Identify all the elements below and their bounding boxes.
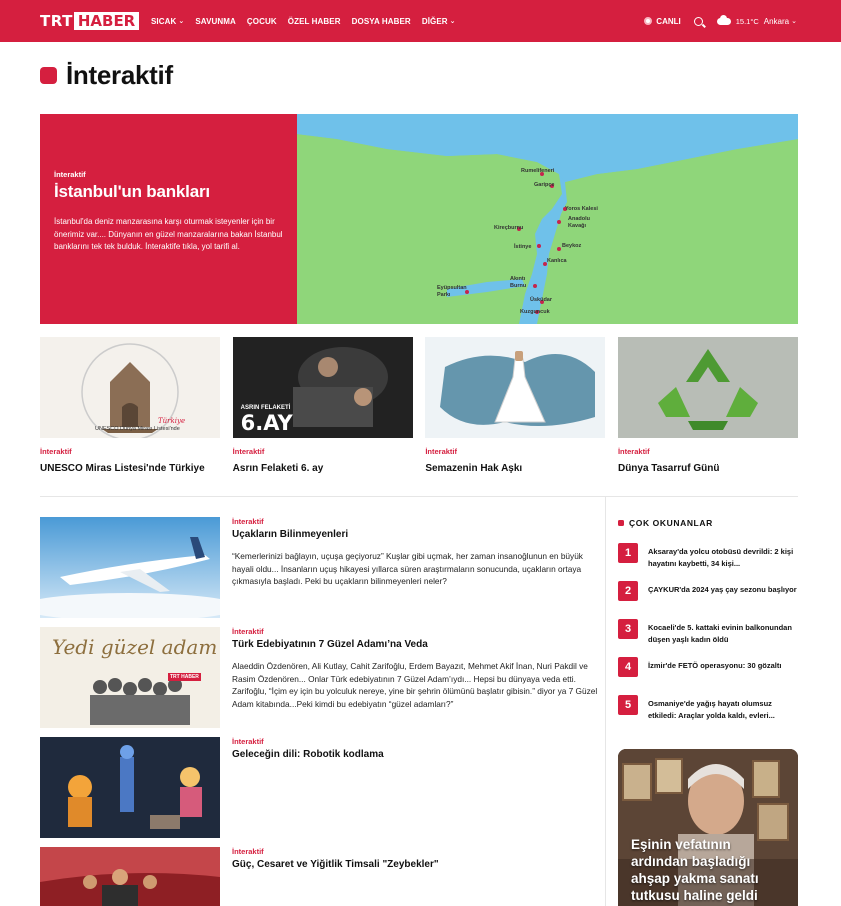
card-title[interactable]: UNESCO Miras Listesi'nde Türkiye xyxy=(40,463,205,474)
nav-item-dosya-haber[interactable]: DOSYA HABER xyxy=(351,16,411,26)
sidebar-feature-title[interactable]: Eşinin vefatının ardından başladığı ahşap yakma sanatı tutkusu haline geldi xyxy=(631,837,759,903)
map-label: Rumelifeneri xyxy=(521,168,555,174)
card-title[interactable]: Semazenin Hak Aşkı xyxy=(425,463,523,474)
article-description: Alaeddin Özdenören, Ali Kutlay, Cahit Zarifoğlu, Erdem Bayazıt, Mehmet Akif İnan, Nuri Pakdil ve Rasim Özdenören... Onlar Türk edebiyatının 7 Güzel Adam’ıydı... Hepsi bu dünyaya veda etti. Zarifoğlu, “İçim ey için bu yolculuk nereye, yine bir şehrin ölümünü başlatır gibisin.” diyor ya 7 Güzel Adam kitabında...Peki kimdi bu edebiyatın “güzel adamları?” xyxy=(232,661,598,709)
rank-badge: 1 xyxy=(618,543,638,563)
article-body xyxy=(232,737,604,760)
nav-item-ozel-haber[interactable]: ÖZEL HABER xyxy=(287,16,341,26)
article-title[interactable]: Uçakların Bilinmeyenleri xyxy=(232,529,349,540)
most-read-headline[interactable]: Aksaray'da yolcu otobüsü devrildi: 2 kişi hayatını kaybetti, 34 kişi... xyxy=(648,547,794,568)
card-image-unesco[interactable] xyxy=(40,337,220,438)
card-title[interactable]: Asrın Felaketi 6. ay xyxy=(232,463,324,474)
page-title: İnteraktif xyxy=(66,60,173,90)
most-read-item[interactable] xyxy=(618,657,798,677)
article-title[interactable]: Geleceğin dili: Robotik kodlama xyxy=(232,749,384,760)
page-heading xyxy=(40,60,173,91)
card-kicker: İnteraktif xyxy=(40,447,72,456)
article-title[interactable]: Güç, Cesaret ve Yiğitlik Timsali "Zeybekler" xyxy=(232,859,439,870)
card-item[interactable] xyxy=(425,337,605,474)
cloud-icon xyxy=(717,18,731,25)
live-dot-icon xyxy=(644,17,652,25)
article-kicker: İnteraktif xyxy=(232,847,264,856)
most-read-headline[interactable]: Kocaeli'de 5. kattaki evinin balkonundan düşen yaşlı kadın öldü xyxy=(648,623,792,644)
article-title[interactable]: Türk Edebiyatının 7 Güzel Adamı’na Veda xyxy=(232,639,428,650)
unesco-script: Türkiye xyxy=(158,417,186,425)
title-marker-icon xyxy=(40,67,57,84)
card-title[interactable]: Dünya Tasarruf Günü xyxy=(617,463,720,474)
nav-item-savunma[interactable]: SAVUNMA xyxy=(195,16,236,26)
search-icon[interactable] xyxy=(694,17,703,26)
section-divider xyxy=(40,496,798,497)
chevron-down-icon: ⌄ xyxy=(449,18,456,25)
yedi-guzel-adam-script: Yedi güzel adam xyxy=(52,635,218,659)
most-read-title: ÇOK OKUNANLAR xyxy=(629,518,713,528)
card-image-sema[interactable] xyxy=(425,337,605,438)
rank-badge: 5 xyxy=(618,695,638,715)
map-label: Kuzguncuk xyxy=(520,309,550,315)
column-divider xyxy=(605,496,606,906)
article-image-robotics[interactable] xyxy=(40,737,220,838)
map-label: Kanlıca xyxy=(547,258,567,264)
hero-description: İstanbul'da deniz manzarasına karşı oturmak isteyenler için bir önerimiz var.... Dünyanın en güzel manzaralarına bakan İstanbul banklarını tek tek bulduk. İnteraktife tıkla, yol tarifi al. xyxy=(54,217,283,251)
article-body xyxy=(232,627,604,710)
article-body xyxy=(232,847,604,870)
most-read-item[interactable] xyxy=(618,581,798,601)
hero-title[interactable]: İstanbul'un bankları xyxy=(54,182,210,201)
article-kicker: İnteraktif xyxy=(232,517,264,526)
most-read-headline[interactable]: İzmir'de FETÖ operasyonu: 30 gözaltı xyxy=(648,661,782,670)
card-kicker: İnteraktif xyxy=(617,447,650,456)
article-description: “Kemerlerinizi bağlayın, uçuşa geçiyoruz” Kuşlar gibi uçmak, her zaman insanoğlunun en büyük hayali oldu... İnsanların uçuş hikayesi yıllarca süren araştırmaların sonucunda, uçakların ortaya çıkmasıyla başladı. Peki bu uçakların bilinmeyenleri neler? xyxy=(232,551,583,587)
header-tools xyxy=(644,0,797,42)
map-label: Üsküdar xyxy=(530,297,553,303)
card-kicker: İnteraktif xyxy=(232,447,265,456)
article-kicker: İnteraktif xyxy=(232,627,264,636)
live-button[interactable]: CANLI xyxy=(644,17,680,26)
map-label: Anadolu Kavağı xyxy=(568,216,590,229)
chevron-down-icon: ⌄ xyxy=(178,18,185,25)
trt-haber-logo[interactable] xyxy=(40,12,139,30)
logo-trt-text: TRT xyxy=(40,12,73,30)
card-item[interactable] xyxy=(40,337,220,474)
card-kicker: İnteraktif xyxy=(425,447,457,456)
temperature: 15.1°C xyxy=(735,16,759,26)
rank-badge: 4 xyxy=(618,657,638,677)
chevron-down-icon: ⌄ xyxy=(791,18,797,25)
map-label: Garipçe xyxy=(534,182,555,188)
city-selector[interactable]: Ankara ⌄ xyxy=(763,16,797,26)
most-read-item[interactable] xyxy=(618,543,798,569)
article-image-yedi-guzel-adam[interactable] xyxy=(40,627,220,728)
map-illustration xyxy=(297,114,798,324)
rank-badge: 2 xyxy=(618,581,638,601)
map-label: Kireçburnu xyxy=(494,225,524,231)
hero-feature[interactable] xyxy=(40,114,798,324)
card-image-recycle[interactable] xyxy=(618,337,798,438)
most-read-item[interactable] xyxy=(618,695,798,721)
map-label: Eyüpsultan Parkı xyxy=(437,285,467,298)
most-read-header xyxy=(618,518,713,528)
map-label: Yoros Kalesi xyxy=(565,206,598,212)
rank-badge: 3 xyxy=(618,619,638,639)
unesco-caption: UNESCO Dünya Mirası Listesi'nde xyxy=(95,426,180,432)
card-item[interactable] xyxy=(618,337,798,474)
nav-item-cocuk[interactable]: ÇOCUK xyxy=(246,16,277,26)
map-label: Akıntı Burnu xyxy=(510,276,527,289)
main-nav xyxy=(151,0,467,42)
logo-haber-text: HABER xyxy=(74,12,139,30)
map-label: Beykoz xyxy=(562,243,582,249)
card-image-earthquake[interactable] xyxy=(233,337,413,438)
nav-item-diger[interactable]: DİĞER ⌄ xyxy=(421,16,456,26)
hero-text-panel xyxy=(40,114,297,324)
earthquake-caption-small: ASRIN FELAKETİ xyxy=(240,405,291,411)
most-read-headline[interactable]: Osmaniye'de yağış hayatı olumsuz etkiledi: Araçlar yolda kaldı, evleri... xyxy=(648,699,775,720)
article-body xyxy=(232,517,604,588)
card-grid xyxy=(40,337,798,474)
nav-item-sicak[interactable]: SICAK ⌄ xyxy=(151,16,185,26)
article-kicker: İnteraktif xyxy=(232,737,264,746)
section-marker-icon xyxy=(618,520,624,526)
most-read-headline[interactable]: ÇAYKUR'da 2024 yaş çay sezonu başlıyor xyxy=(648,585,797,594)
article-image-plane[interactable] xyxy=(40,517,220,618)
card-item[interactable] xyxy=(233,337,413,474)
bosphorus-map[interactable] xyxy=(297,114,798,324)
trt-haber-badge: TRT HABER xyxy=(170,674,199,680)
map-label: İstinye xyxy=(514,244,532,250)
hero-kicker: İnteraktif xyxy=(54,170,86,179)
top-navigation-bar xyxy=(0,0,841,42)
earthquake-caption-big: 6.AY xyxy=(240,411,293,435)
article-image-zeybek[interactable] xyxy=(40,847,220,906)
most-read-item[interactable] xyxy=(618,619,798,645)
sidebar-feature[interactable] xyxy=(618,749,798,906)
